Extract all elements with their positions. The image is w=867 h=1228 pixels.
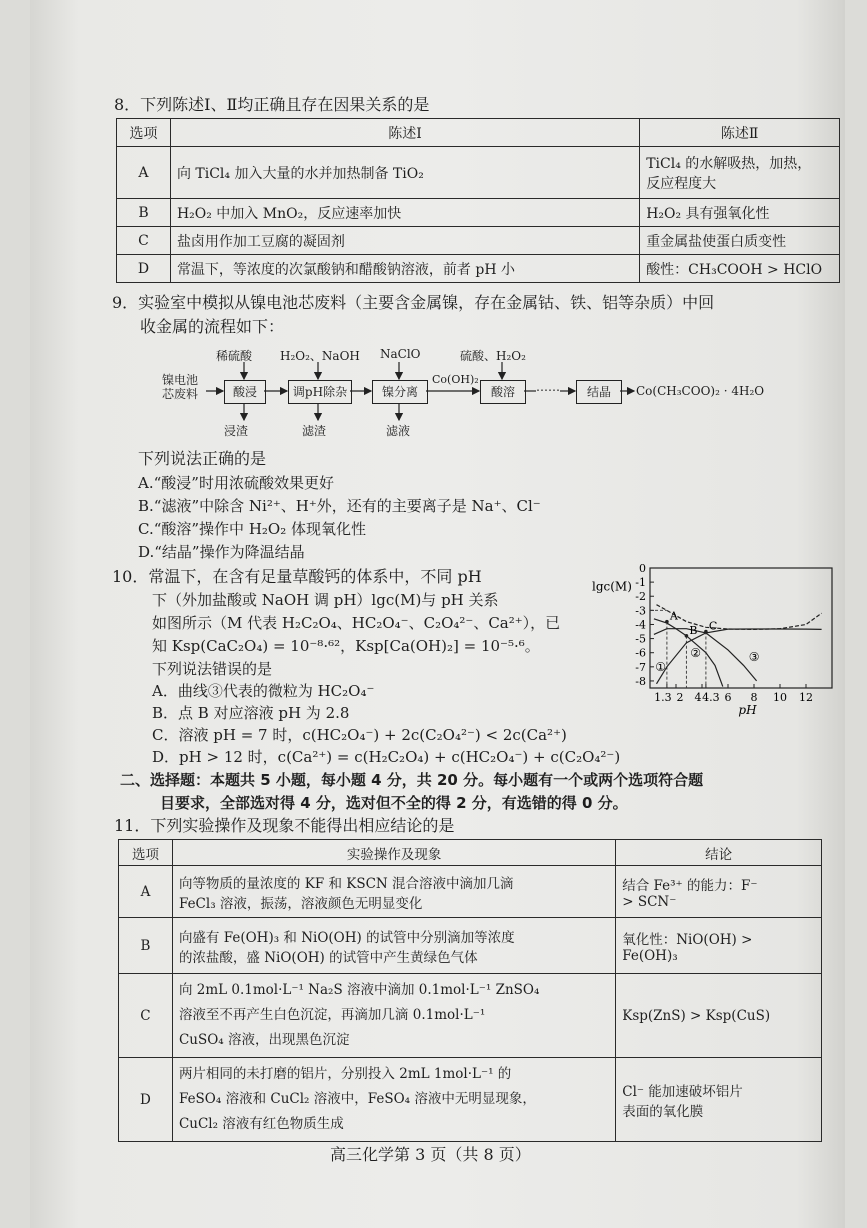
q8-row-option: B bbox=[117, 199, 171, 227]
flow-reagent-3: NaClO bbox=[380, 347, 421, 361]
q11-op-line: FeSO₄ 溶液和 CuCl₂ 溶液中，FeSO₄ 溶液中无明显现象， bbox=[178, 1091, 536, 1107]
chart-curve-label: ① bbox=[655, 660, 666, 675]
chart-xlabel: pH bbox=[738, 703, 757, 717]
q11-row-option: A bbox=[119, 866, 173, 918]
chart-curve-label: ③ bbox=[748, 650, 760, 665]
flow-reagent-2: H₂O₂、NaOH bbox=[280, 349, 360, 363]
q11-op-line: 两片相同的未打磨的铝片，分别投入 2mL 1mol·L⁻¹ 的 bbox=[178, 1066, 512, 1082]
q10-line3: 如图所示（M 代表 H₂C₂O₄、HC₂O₄⁻、C₂O₄²⁻、Ca²⁺），已 bbox=[152, 614, 561, 632]
q11-row-operation bbox=[172, 918, 615, 974]
q8-row-s2-line1: TiCl₄ 的水解吸热，加热， bbox=[646, 155, 812, 172]
chart-series-line bbox=[654, 629, 757, 681]
q8-header-option: 选项 bbox=[117, 119, 171, 147]
q11-row-conclusion bbox=[616, 1058, 822, 1142]
q11-row-operation bbox=[172, 1058, 615, 1142]
chart-ytick-label: -4 bbox=[635, 618, 646, 632]
q9-lead: 下列说法正确的是 bbox=[138, 449, 267, 468]
q8-row-d bbox=[117, 255, 840, 283]
q11-row-d bbox=[119, 1058, 822, 1142]
chart-series-line bbox=[657, 605, 822, 630]
q8-row-s1: 向 TiCl₄ 加入大量的水并加热制备 TiO₂ bbox=[170, 147, 639, 199]
q8-row-c bbox=[117, 227, 840, 255]
q8-row-s1: 盐卤用作加工豆腐的凝固剂 bbox=[170, 227, 639, 255]
q11-row-b bbox=[119, 918, 822, 974]
q10-option-c: C．溶液 pH = 7 时，c(HC₂O₄⁻) + 2c(C₂O₄²⁻) < 2c(Ca²⁺) bbox=[152, 726, 567, 744]
q8-table bbox=[116, 118, 840, 283]
q8-row-a bbox=[117, 147, 840, 199]
chart-ytick-label: -6 bbox=[635, 646, 646, 660]
chart-ytick-label: -3 bbox=[635, 604, 646, 618]
q11-row-a bbox=[119, 866, 822, 918]
chart-series-line bbox=[657, 629, 822, 684]
chart-ytick-label: 0 bbox=[639, 562, 646, 575]
flow-dots: …… bbox=[536, 380, 560, 394]
chart-ytick-label: -2 bbox=[635, 590, 646, 604]
flow-step-ph-adjust: 调pH除杂 bbox=[288, 380, 352, 404]
q10-chart bbox=[560, 562, 840, 732]
chart-ytick-label: -7 bbox=[635, 660, 646, 674]
flow-arrows bbox=[130, 340, 830, 445]
q8-header-s2: 陈述Ⅱ bbox=[640, 119, 840, 147]
flow-out-1: 浸渣 bbox=[224, 424, 249, 438]
q10-line1: 10．常温下，在含有足量草酸钙的体系中，不同 pH bbox=[112, 567, 482, 586]
chart-curve-label: ② bbox=[690, 645, 702, 660]
page-footer: 高三化学第 3 页（共 8 页） bbox=[330, 1145, 531, 1164]
chart-xtick-label: 4.3 bbox=[702, 691, 720, 704]
q9-option-a: A.“酸浸”时用浓硫酸效果更好 bbox=[138, 474, 334, 492]
q8-row-s2-line2: 反应程度大 bbox=[646, 175, 717, 192]
chart-xtick-label: 12 bbox=[799, 691, 813, 704]
q8-row-s2: 酸性：CH₃COOH > HClO bbox=[640, 255, 840, 283]
q8-row-s2: H₂O₂ 具有强氧化性 bbox=[640, 199, 840, 227]
chart-ytick-label: -5 bbox=[635, 632, 646, 646]
flow-reagent-4: 硫酸、H₂O₂ bbox=[460, 349, 526, 363]
flow-step-crystallize: 结晶 bbox=[576, 380, 622, 404]
chart-point bbox=[665, 620, 669, 624]
q11-row-option: B bbox=[119, 918, 173, 974]
q11-con-line: 表面的氧化膜 bbox=[622, 1103, 704, 1120]
chart-point-label: C bbox=[708, 619, 718, 633]
flow-product: Co(CH₃COO)₂ · 4H₂O bbox=[636, 384, 765, 398]
q11-row-option: D bbox=[119, 1058, 173, 1142]
q10-lead: 下列说法错误的是 bbox=[152, 660, 273, 678]
q8-header-s1: 陈述Ⅰ bbox=[170, 119, 639, 147]
exam-page bbox=[30, 0, 845, 1228]
flow-out-2: 滤渣 bbox=[302, 424, 327, 438]
q9-stem-line2: 收金属的流程如下： bbox=[140, 317, 285, 336]
chart-xtick-label: 2 bbox=[676, 691, 684, 704]
chart-ylabel: lgc(M) bbox=[592, 579, 632, 594]
q11-row-option: C bbox=[119, 974, 173, 1058]
q10-line2: 下（外加盐酸或 NaOH 调 pH）lgc(M)与 pH 关系 bbox=[152, 591, 499, 609]
q10-option-a: A．曲线③代表的微粒为 HC₂O₄⁻ bbox=[152, 682, 375, 700]
q11-op-line: 向盛有 Fe(OH)₃ 和 NiO(OH) 的试管中分别滴加等浓度 bbox=[178, 929, 515, 946]
q11-row-c bbox=[119, 974, 822, 1058]
q8-row-b bbox=[117, 199, 840, 227]
q11-stem: 11．下列实验操作及现象不能得出相应结论的是 bbox=[114, 816, 455, 835]
chart-xtick-label: 4 bbox=[694, 691, 702, 704]
section-2-line2: 目要求，全部选对得 4 分，选对但不全的得 2 分，有选错的得 0 分。 bbox=[160, 794, 628, 812]
q11-row-operation bbox=[172, 974, 615, 1058]
q9-stem-line1: 9．实验室中模拟从镍电池芯废料（主要含金属镍，存在金属钴、铁、铝等杂质）中回 bbox=[112, 293, 715, 312]
q8-header-row bbox=[117, 119, 840, 147]
flow-step-acid-leach: 酸浸 bbox=[224, 380, 266, 404]
chart-ytick-label: -1 bbox=[635, 576, 646, 590]
q11-con-line: 氧化性：NiO(OH) > bbox=[622, 931, 753, 948]
q8-row-option: D bbox=[117, 255, 171, 283]
chart-ytick-label: -8 bbox=[635, 674, 646, 688]
chart-point-label: A bbox=[669, 609, 678, 623]
q8-row-option: C bbox=[117, 227, 171, 255]
q10-option-b: B．点 B 对应溶液 pH 为 2.8 bbox=[152, 704, 350, 722]
q10-line4: 知 Ksp(CaC₂O₄) = 10⁻⁸·⁶²，Ksp[Ca(OH)₂] = 10⁻⁵·⁶。 bbox=[152, 637, 540, 655]
q8-row-s1: H₂O₂ 中加入 MnO₂，反应速率加快 bbox=[170, 199, 639, 227]
section-2-line1: 二、选择题：本题共 5 小题，每小题 4 分，共 20 分。每小题有一个或两个选项符合题 bbox=[120, 771, 704, 789]
q11-header-option: 选项 bbox=[119, 840, 173, 866]
q11-row-conclusion: Ksp(ZnS) > Ksp(CuS) bbox=[616, 974, 822, 1058]
q11-op-line: 的浓盐酸，盛 NiO(OH) 的试管中产生黄绿色气体 bbox=[178, 949, 478, 966]
q11-header-operation: 实验操作及现象 bbox=[172, 840, 615, 866]
flow-source-line1: 镍电池 bbox=[162, 373, 199, 387]
q11-con-line: > SCN⁻ bbox=[622, 893, 677, 910]
chart-xtick-label: 10 bbox=[773, 691, 787, 704]
q11-table bbox=[118, 839, 822, 1142]
q8-row-s2 bbox=[640, 147, 840, 199]
flow-step-acid-dissolve: 酸溶 bbox=[480, 380, 526, 404]
chart-xtick-label: 6 bbox=[724, 691, 732, 704]
chart-frame bbox=[650, 568, 832, 688]
chart-xtick-label: 1.3 bbox=[654, 691, 672, 704]
q11-op-line: FeCl₃ 溶液，振荡，溶液颜色无明显变化 bbox=[178, 895, 423, 912]
q8-row-option: A bbox=[117, 147, 171, 199]
flow-reagent-1: 稀硫酸 bbox=[216, 349, 253, 363]
chart-point bbox=[685, 634, 689, 638]
q11-row-conclusion bbox=[616, 866, 822, 918]
q11-header-row bbox=[119, 840, 822, 866]
q9-option-c: C.“酸溶”操作中 H₂O₂ 体现氧化性 bbox=[138, 520, 366, 538]
q11-op-line: CuCl₂ 溶液有红色物质生成 bbox=[178, 1116, 344, 1132]
flow-co-oh: Co(OH)₂ bbox=[432, 373, 479, 386]
chart-point bbox=[704, 630, 708, 634]
q10-option-d: D．pH > 12 时，c(Ca²⁺) = c(H₂C₂O₄) + c(HC₂O₄⁻) + c(C₂O₄²⁻) bbox=[152, 748, 621, 766]
q9-option-d: D.“结晶”操作为降温结晶 bbox=[138, 543, 305, 561]
q11-op-line: CuSO₄ 溶液，出现黑色沉淀 bbox=[178, 1032, 350, 1048]
q11-con-line: 结合 Fe³⁺ 的能力：F⁻ bbox=[622, 877, 758, 894]
flow-source-line2: 芯废料 bbox=[162, 387, 199, 401]
flow-out-3: 滤液 bbox=[386, 424, 411, 438]
q9-flow-diagram bbox=[130, 340, 830, 445]
q11-op-line: 向 2mL 0.1mol·L⁻¹ Na₂S 溶液中滴加 0.1mol·L⁻¹ ZnSO₄ bbox=[178, 982, 540, 998]
q9-option-b: B.“滤液”中除含 Ni²⁺、H⁺外，还有的主要离子是 Na⁺、Cl⁻ bbox=[138, 497, 541, 515]
q8-row-s1: 常温下，等浓度的次氯酸钠和醋酸钠溶液，前者 pH 小 bbox=[170, 255, 639, 283]
q11-row-conclusion bbox=[616, 918, 822, 974]
q11-con-line: Cl⁻ 能加速破坏铝片 bbox=[622, 1083, 743, 1100]
q8-row-s2: 重金属盐使蛋白质变性 bbox=[640, 227, 840, 255]
chart-xtick-label: 8 bbox=[750, 691, 758, 704]
q11-row-operation bbox=[172, 866, 615, 918]
chart-point-label: B bbox=[689, 623, 698, 637]
q11-con-line: Fe(OH)₃ bbox=[622, 947, 678, 964]
q11-op-line: 溶液至不再产生白色沉淀，再滴加几滴 0.1mol·L⁻¹ bbox=[178, 1007, 486, 1023]
q11-op-line: 向等物质的量浓度的 KF 和 KSCN 混合溶液中滴加几滴 bbox=[178, 875, 514, 892]
q11-header-conclusion: 结论 bbox=[616, 840, 822, 866]
q8-stem: 8．下列陈述Ⅰ、Ⅱ均正确且存在因果关系的是 bbox=[114, 95, 430, 114]
flow-step-ni-separation: 镍分离 bbox=[372, 380, 428, 404]
